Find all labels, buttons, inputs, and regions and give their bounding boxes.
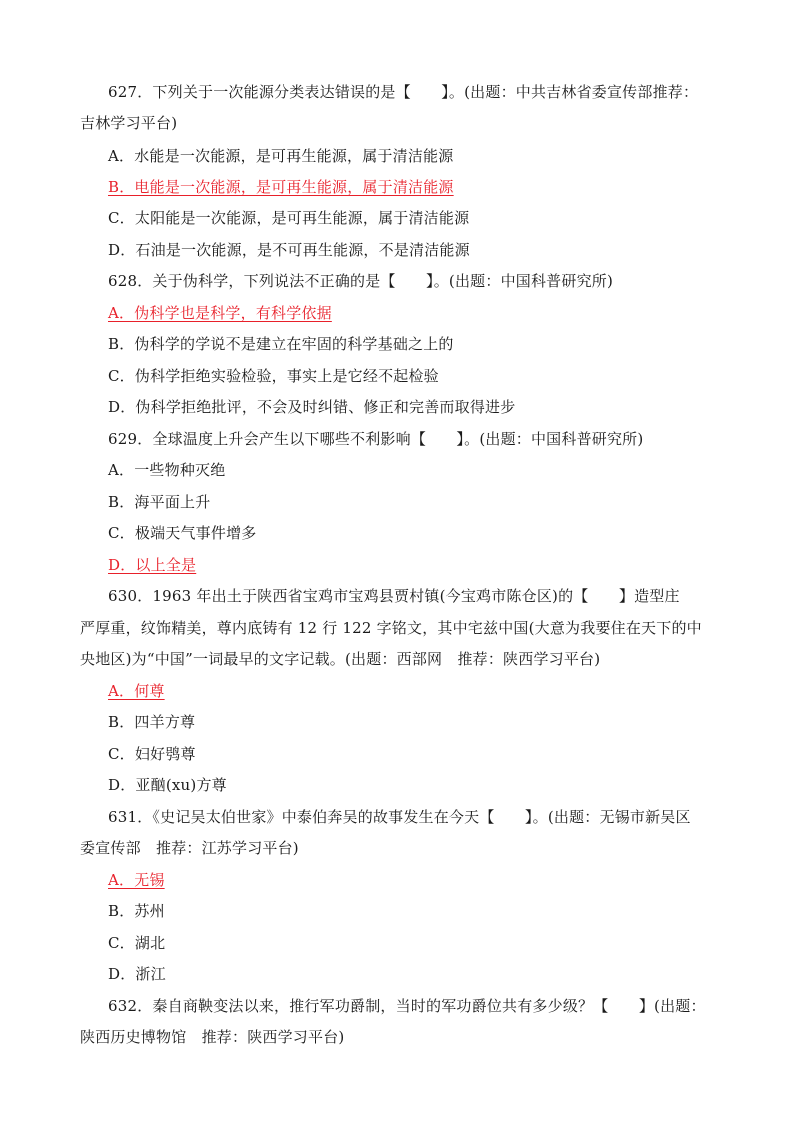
question-630-option-b: B．四羊方尊	[108, 713, 196, 731]
question-631-option-d: D．浙江	[108, 965, 166, 983]
question-630-option-a-answer: A．何尊	[108, 682, 165, 700]
question-630-option-d: D．亚酗(xu)方尊	[108, 776, 227, 794]
question-629-option-b: B．海平面上升	[108, 493, 211, 511]
question-629-option-c: C．极端天气事件增多	[108, 524, 257, 542]
question-632-line-1: 632．秦自商鞅变法以来，推行军功爵制，当时的军功爵位共有多少级？【 】(出题：	[108, 997, 706, 1015]
question-628-option-c: C．伪科学拒绝实验检验，事实上是它经不起检验	[108, 367, 439, 385]
question-627-option-a: A．水能是一次能源，是可再生能源，属于清洁能源	[108, 147, 454, 165]
question-631-option-b: B．苏州	[108, 902, 165, 920]
question-628-option-a-answer: A．伪科学也是科学，有科学依据	[108, 304, 332, 322]
question-630-line-3: 央地区)为“中国”一词最早的文字记载。(出题：西部网 推荐：陕西学习平台)	[80, 650, 601, 668]
question-629-option-a: A．一些物种灭绝	[108, 461, 226, 479]
question-627-line-2: 吉林学习平台)	[80, 114, 178, 132]
question-631-option-a-answer: A．无锡	[108, 871, 165, 889]
question-632-line-2: 陕西历史博物馆 推荐：陕西学习平台)	[80, 1028, 345, 1046]
question-629-option-d-answer: D．以上全是	[108, 556, 197, 574]
question-627-option-c: C．太阳能是一次能源，是可再生能源，属于清洁能源	[108, 209, 470, 227]
question-629-line-1: 629．全球温度上升会产生以下哪些不利影响【 】。(出题：中国科普研究所)	[108, 430, 644, 448]
question-631-option-c: C．湖北	[108, 934, 166, 952]
question-630-line-2: 严厚重，纹饰精美，尊内底铸有 12 行 122 字铭文，其中宅兹中国(大意为我要住在天下的中	[80, 619, 702, 637]
question-627-line-1: 627．下列关于一次能源分类表达错误的是【 】。(出题：中共吉林省委宣传部推荐：	[108, 83, 699, 101]
question-631-line-1: 631．《史记吴太伯世家》中泰伯奔吴的故事发生在今天【 】。(出题：无锡市新吴区	[108, 808, 691, 826]
question-628-option-b: B．伪科学的学说不是建立在牢固的科学基础之上的	[108, 335, 454, 353]
question-630-line-1: 630．1963 年出土于陕西省宝鸡市宝鸡县贾村镇(今宝鸡市陈仓区)的【 】造型庄	[108, 587, 680, 605]
question-628-option-d: D．伪科学拒绝批评，不会及时纠错、修正和完善而取得进步	[108, 398, 516, 416]
question-631-line-2: 委宣传部 推荐：江苏学习平台)	[80, 839, 299, 857]
question-627-option-b-answer: B．电能是一次能源，是可再生能源，属于清洁能源	[108, 178, 454, 196]
question-630-option-c: C．妇好鸮尊	[108, 745, 196, 763]
question-627-option-d: D．石油是一次能源，是不可再生能源，不是清洁能源	[108, 241, 470, 259]
question-628-line-1: 628．关于伪科学，下列说法不正确的是【 】。(出题：中国科普研究所)	[108, 272, 614, 290]
